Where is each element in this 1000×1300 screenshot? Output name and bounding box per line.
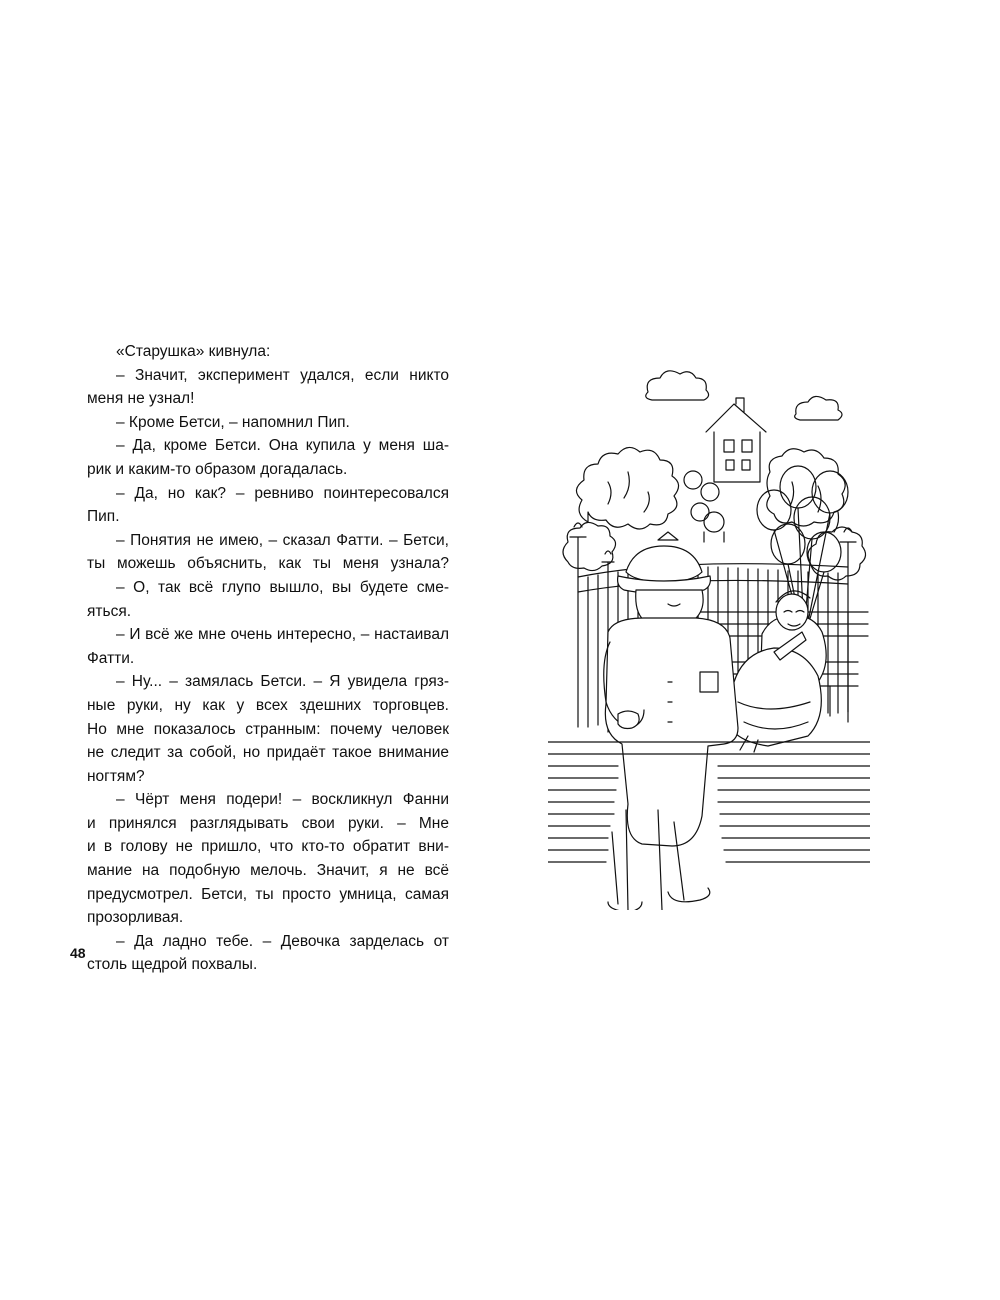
- text-line: прозорливая.: [87, 909, 184, 927]
- text-line: ты можешь объяснить, как ты меня узнала?: [87, 555, 449, 573]
- text-line: Пип.: [87, 508, 120, 526]
- text-line: ные руки, ну как у всех здешних торговцев.: [87, 696, 449, 714]
- text-line: яться.: [87, 602, 132, 620]
- ground-boards: [548, 742, 870, 862]
- page-number: 48: [70, 945, 86, 961]
- text-line: предусмотрел. Бетси, ты просто умница, самая: [87, 885, 449, 903]
- trees-right: [767, 449, 866, 580]
- text-line: – Понятия не имею, – сказал Фатти. – Бетси,: [116, 531, 449, 549]
- line-art-illustration: [548, 362, 870, 910]
- text-line: – Да, но как? – ревниво поинтересовался: [116, 484, 449, 502]
- text-line: столь щедрой похвалы.: [87, 956, 258, 974]
- text-line: и в голову не пришло, что кто-то обратит вни-: [87, 838, 449, 856]
- text-line: и принялся разглядывать свои руки. – Мне: [87, 814, 449, 832]
- text-line: – Ну... – замялась Бетси. – Я увидела гряз-: [116, 673, 449, 691]
- text-line: – Чёрт меня подери! – воскликнул Фанни: [116, 791, 449, 809]
- house: [706, 398, 766, 482]
- text-line: – Значит, эксперимент удался, если никто: [116, 366, 449, 384]
- text-line: Но мне показалось странным: почему человек: [87, 720, 449, 738]
- text-line: ногтям?: [87, 767, 145, 785]
- text-line: – Да ладно тебе. – Девочка зарделась от: [116, 932, 449, 950]
- text-line: «Старушка» кивнула:: [116, 343, 271, 360]
- text-line: Фатти.: [87, 649, 135, 667]
- text-line: – Кроме Бетси, – напомнил Пип.: [116, 413, 350, 431]
- text-line: не следит за собой, но придаёт такое внимание: [87, 744, 449, 762]
- text-line: рик и каким-то образом догадалась.: [87, 460, 348, 478]
- text-column: [87, 340, 449, 977]
- text-line: – О, так всё глупо вышло, вы будете сме-: [116, 578, 449, 596]
- text-line: меня не узнал!: [87, 390, 195, 408]
- text-line: мание на подобную мелочь. Значит, я не всё: [87, 862, 449, 880]
- text-line: – Да, кроме Бетси. Она купила у меня ша-: [116, 437, 449, 455]
- cloud-left: [646, 371, 709, 400]
- cloud-right: [795, 396, 842, 420]
- text-line: – И всё же мне очень интересно, – настаивал: [116, 626, 449, 644]
